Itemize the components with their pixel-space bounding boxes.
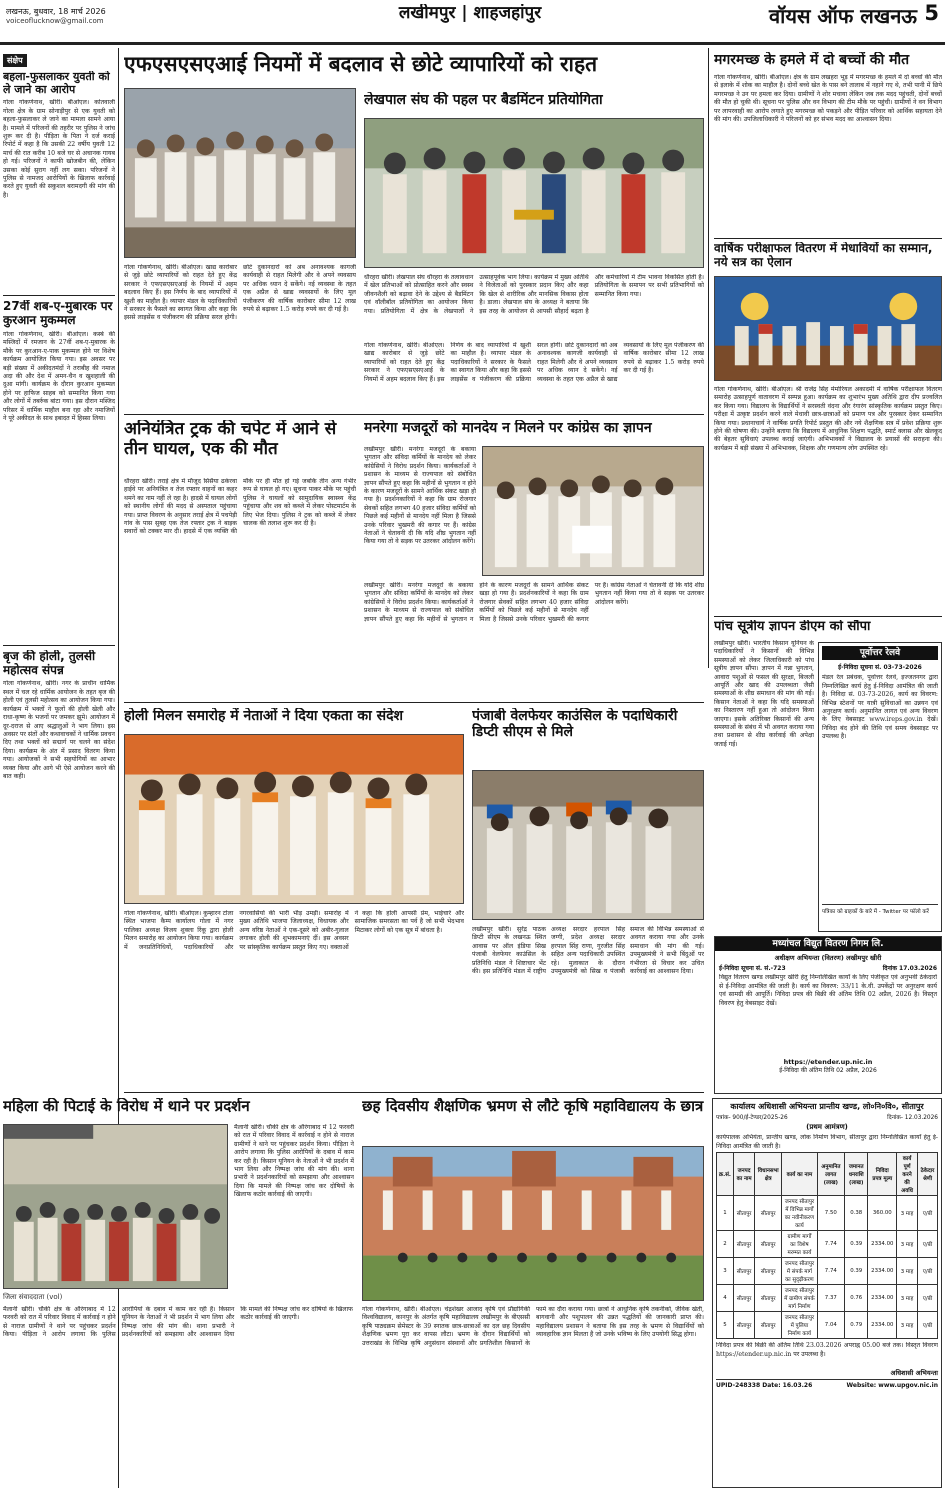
pwd-table-cell: 4 [717, 1285, 734, 1312]
memo-body: लखीमपुर खीरी। भारतीय किसान यूनियन के पदाधिकारियों ने किसानों की विभिन्न समस्याओं को लेकर जिलाधिकारी को पांच सूत्रीय ज्ञापन सौंपा। ज्ञापन में गन्ना भुगतान, आवारा पशुओं से फसल की सुरक्षा, बिजली आपूर्ति और खाद की उपलब्धता जैसी समस्याओं के शीघ्र समाधान की मांग की गई। किसान नेताओं ने कहा कि यदि समस्याओं का निस्तारण नहीं हुआ तो आंदोलन किया जाएगा। इसके अतिरिक्त किसानों की अन्य समस्याओं के संबंध में भी अवगत कराया गया तथा प्रशासन से शीघ्र कार्रवाई की अपेक्षा जताई गई। [714, 640, 814, 748]
pwd-table-column-header: क्र.सं. [717, 1153, 734, 1196]
pwd-table-cell: जनपद सीतापुर में विभिन्न मार्गों का नवीनीकरण कार्य [782, 1196, 817, 1231]
section-title: लखीमपुर | शाहजहांपुर [398, 4, 542, 23]
tender-subtitle: अधीक्षण अभियन्ता (वितरण) लखीमपुर खीरी [774, 954, 882, 963]
column-divider [708, 48, 709, 668]
tender-website[interactable]: https://etender.up.nic.in [783, 1058, 873, 1067]
pwd-footer-note: निविदा प्रपत्र की बिक्री की अंतिम तिथि 23.03.2026 अपराह्न 05.00 बजे तक। विस्तृत विवरण https://etender.up.nic.in पर उपलब्ध है। [716, 1342, 938, 1358]
pwd-table-cell: सीतापुर [733, 1196, 754, 1231]
pwd-intro: कार्यपालक अभियंता, प्रान्तीय खण्ड, लोक निर्माण विभाग, सीतापुर द्वारा निम्नलिखित कार्यों हेतु ई-निविदा आमंत्रित की जाती है। [716, 1134, 938, 1150]
pwd-date: दिनांक- 12.03.2026 [887, 1115, 938, 1122]
pwd-bottom [716, 1379, 938, 1389]
pwd-table-cell: 7.37 [817, 1285, 844, 1312]
crocodile-headline: मगरमच्छ के हमले में दो बच्चों की मौत [714, 52, 910, 68]
divider [714, 616, 942, 617]
railway-ad [818, 642, 942, 932]
crocodile-body: गोला गोकर्णनाथ, खीरी। बीओएल। क्षेत्र के ग्राम लखहरा भूड़ में मगरमच्छ के हमले में दो बच्चों की मौत से इलाके में शोक का माहौल है। दोनों बच्चे खेत के पास बने तालाब में नहाने गए थे, तभी पानी में छिपे मगरमच्छ ने उन पर हमला कर दिया। ग्रामीणों ने शोर मचाया लेकिन जब तक मदद पहुंचती, दोनों बच्चों की मौत हो चुकी थी। सूचना पर पुलिस और वन विभाग की टीम मौके पर पहुंची। ग्रामीणों ने वन विभाग पर लापरवाही का आरोप लगाते हुए मगरमच्छ को पकड़ने और पीड़ित परिवार को आर्थिक सहायता देने की मांग की। उपजिलाधिकारी ने परिजनों को हर संभव मदद का आश्वासन दिया। [714, 74, 942, 124]
pwd-table-cell: 3 माह [897, 1312, 918, 1339]
pwd-table-cell: 1 [717, 1196, 734, 1231]
pwd-table-cell: 3 माह [897, 1231, 918, 1258]
badminton-body: धौरहरा खीरी। लेखपाल संघ धौरहरा के तत्वावधान में खेल प्रतिभाओं को प्रोत्साहित करने और स्वस्थ जीवनशैली को बढ़ावा देने के उद्देश्य से बैडमिंटन एवं वॉलीबॉल प्रतियोगिता का आयोजन किया गया। प्रतियोगिता में क्षेत्र के लेखपालों ने उत्साहपूर्वक भाग लिया। कार्यक्रम में मुख्य अतिथि ने विजेताओं को पुरस्कार प्रदान किए और कहा कि खेल से शारीरिक और मानसिक विकास होता है। डाला। लेखपाल संघ के अध्यक्ष ने बताया कि इस तरह के आयोजन से आपसी सौहार्द बढ़ता है और कर्मचारियों में टीम भावना विकसित होती है। प्रतियोगिता के समापन पर सभी प्रतिभागियों को सम्मानित किया गया। [364, 274, 704, 315]
pwd-table-cell: 3 माह [897, 1285, 918, 1312]
pwd-table [716, 1152, 938, 1339]
story-headline: बृज की होली, तुलसी महोत्सव संपन्न [3, 649, 96, 677]
pwd-table-cell: 2334.00 [868, 1285, 897, 1312]
pwd-table-column-header: ठेकेदार श्रेणी [918, 1153, 938, 1196]
lead-headline: एफएसएसएआई नियमों में बदलाव से छोटे व्यापारियों को राहत [124, 52, 598, 76]
pwd-table-cell: ए/बी [918, 1231, 938, 1258]
holi-photo [124, 734, 464, 904]
holi-body: गोला गोकर्णनाथ, खीरी। बीओएल। कुम्हारन टोला स्थित भाजपा कैम्प कार्यालय गोला में नगर पालिका अध्यक्ष विजय शुक्ला रिंकू द्वारा होली मिलन समारोह का आयोजन किया गया। कार्यक्रम में जनप्रतिनिधियों, पदाधिकारियों और नगरवासियों की भारी भीड़ उमड़ी। समारोह में मुख्य अतिथि भाजपा जिलाध्यक्ष, विधायक और अन्य वरिष्ठ नेताओं ने एक-दूसरे को अबीर-गुलाल लगाकर होली की शुभकामनाएं दीं। इस अवसर पर सांस्कृतिक कार्यक्रम प्रस्तुत किए गए। वक्ताओं ने कहा कि होली आपसी प्रेम, भाईचारे और सामाजिक समरसता का पर्व है जो सभी भेदभाव मिटाकर लोगों को एक सूत्र में बांधता है। [124, 910, 464, 951]
pwd-table-cell: 2 [717, 1231, 734, 1258]
pwd-table-cell: ग्रामीण मार्गों का विशेष मरम्मत कार्य [782, 1231, 817, 1258]
pwd-notice [712, 1098, 942, 1488]
pwd-table-column-header: जमानत धनराशि (लाख) [844, 1153, 868, 1196]
pwd-table-cell: सीतापुर [755, 1196, 782, 1231]
pwd-table-row [717, 1312, 938, 1339]
brief-label: संक्षेप [3, 54, 27, 67]
pwd-table-row [717, 1285, 938, 1312]
mnrega-photo [482, 446, 704, 576]
railway-ad-footer: पत्रिका को ग्राहकों के बारे में - Twitter पर फॉलो करें [822, 904, 938, 915]
woman-headline: महिला की पिटाई के विरोध में थाने पर प्रदर्शन [3, 1098, 250, 1115]
pwd-table-cell: ए/बी [918, 1196, 938, 1231]
pwd-table-cell: सीतापुर [755, 1312, 782, 1339]
pwd-table-cell: 0.79 [844, 1312, 868, 1339]
woman-photo-caption: जिला संवाददाता (vol) [3, 1293, 63, 1301]
pwd-title: कार्यालय अधिशासी अभियन्ता प्रान्तीय खण्ड, लो०नि०वि०, सीतापुर [730, 1102, 924, 1111]
divider [124, 414, 704, 415]
punjabi-headline: पंजाबी वेलफेयर काउंसिल के पदाधिकारी डिप्टी सीएम से मिले [472, 708, 678, 741]
story-body: गोला गोकर्णनाथ, खीरी। बीओएल। कस्बे की मस्जिदों में रमजान के 27वीं शब-ए-मुबारक के मौके पर कुरआन-ए-पाक मुकम्मल होने पर विशेष कार्यक्रम आयोजित किया गया। इस अवसर पर बड़ी संख्या में अकीदतमंदों ने तराबीह की नमाज अदा की और देश में अमन-चैन व खुशहाली की दुआ मांगी। कार्यक्रम के दौरान कुरआन मुकम्मल होने पर हाफिज साहब को सम्मानित किया गया और लोगों में तबर्रुक बांटा गया। इस दौरान मस्जिद परिसर में धार्मिक माहौल बना रहा और नमाजियों ने पूरे अकीदत के साथ इबादत में हिस्सा लिया। [3, 330, 115, 422]
tender-footer: ई-निविदा की अंतिम तिथि 02 अप्रैल, 2026 [779, 1067, 877, 1075]
mnrega-body: लखीमपुर खीरी। मनरेगा मजदूरों के बकाया भुगतान और संविदा कर्मियों के मानदेय को लेकर कांग्रेसियों ने विरोध प्रदर्शन किया। कार्यकर्ताओं ने प्रशासन के माध्यम से राज्यपाल को संबोधित ज्ञापन सौंपते हुए कहा कि महीनों से भुगतान न होने के कारण मजदूरों के सामने आर्थिक संकट खड़ा हो गया है। प्रदर्शनकारियों ने कहा कि ग्राम रोजगार सेवकों सहित लगभग 40 हजार संविदा कर्मियों को पिछले कई महीनों से मानदेय नहीं मिला है जिससे उनके परिवार भुखमरी की कगार पर हैं। कांग्रेस नेताओं ने चेतावनी दी कि यदि शीघ्र भुगतान नहीं किया गया तो वे सड़क पर उतरकर आंदोलन करेंगे। [364, 446, 476, 546]
pwd-table-cell: जनपद सीतापुर में संपर्क मार्ग का सुदृढ़ीकरण [782, 1258, 817, 1285]
pwd-table-column-header: कार्य का नाम [782, 1153, 817, 1196]
woman-body: मैलानी खीरी। चौकी क्षेत्र के औरंगाबाद में 12 फरवरी को रात में परिवार विवाद में कार्रवाई न होने से नाराज ग्रामीणों ने थाने पर पहुंचकर प्रदर्शन किया। पीड़िता ने आरोप लगाया कि पुलिस आरोपियों के दबाव में काम कर रही है। किसान यूनियन के नेताओं ने भी प्रदर्शन में भाग लिया और निष्पक्ष जांच की मांग की। थाना प्रभारी ने प्रदर्शनकारियों को समझाया और आश्वासन दिया कि मामले की निष्पक्ष जांच कर दोषियों के खिलाफ कठोर कार्रवाई की जाएगी। [3, 1306, 353, 1339]
pwd-table-cell: 2334.00 [868, 1258, 897, 1285]
pwd-table-cell: 7.74 [817, 1231, 844, 1258]
tender-notice-no: ई-निविदा सूचना सं. सं.-723 [719, 965, 786, 973]
memo-headline: पांच सूत्रीय ज्ञापन डीएम को सौंपा [714, 620, 871, 634]
story-body: गोला गोकर्णनाथ, खीरी। बीओएल। कोतवाली गोला क्षेत्र के ग्राम सोनाड़ीपुर से एक युवती को बहला-फुसलाकर ले जाने का मामला सामने आया है। मामले में परिजनों की तहरीर पर पुलिस ने जांच शुरू कर दी है। पीड़िता के पिता ने दर्ज कराई रिपोर्ट में कहा है कि उसकी 22 वर्षीय युवती 12 मार्च की रात करीब 10 बजे घर से अचानक गायब हो गई। परिजनों ने काफी खोजबीन की, लेकिन उसका कोई सुराग नहीं लग सका। परिजनों ने पुलिस से नामजद आरोपियों के खिलाफ कार्रवाई करते हुए युवती की सकुशल बरामदगी की मांग की है। [3, 99, 115, 199]
tender-title: मध्यांचल विद्युत वितरण निगम लि. [715, 937, 941, 951]
lead-body: गोला गोकर्णनाथ, खीरी। बीओएल। खाद्य कारोबार से जुड़े छोटे व्यापारियों को राहत देते हुए केंद्र सरकार ने एफएसएसएआई के नियमों में अहम बदलाव किए हैं। इस निर्णय के बाद व्यापारियों में खुशी का माहौल है। व्यापार मंडल के पदाधिकारियों ने सरकार के फैसले का स्वागत किया और कहा कि इससे लाइसेंस व पंजीकरण की प्रक्रिया सरल होगी। छोटे दुकानदारों को अब अनावश्यक कागजी कार्यवाही से राहत मिलेगी और वे अपने व्यवसाय पर अधिक ध्यान दे सकेंगे। नई व्यवस्था के तहत एक अप्रैल से खाद्य व्यवसायों के लिए मूल पंजीकरण की वार्षिक कारोबार सीमा 12 लाख रुपये से बढ़ाकर 1.5 करोड़ रुपये कर दी गई है। [124, 264, 356, 322]
divider [714, 238, 942, 239]
pwd-table-header [717, 1153, 938, 1196]
story-headline: 27वीं शब-ए-मुबारक पर कुरआन मुकम्मल [3, 300, 113, 328]
masthead-email: voiceoflucknow@gmail.com [6, 17, 104, 25]
pwd-meta [716, 1113, 938, 1121]
punjabi-body: लखीमपुर खीरी। सुरेंद्र पाठक डिप्टी सीएम के लखनऊ स्थित आवास पर ऑल इंडिया सिख पंजाबी वेलफेयर काउंसिल के प्रतिनिधि मंडल ने शिष्टाचार भेंट की। इस प्रतिनिधि मंडल में राष्ट्रीय अध्यक्ष सरदार हरपाल सिंह जग्गी, प्रदेश अध्यक्ष सरदार हरपाल सिंह राणा, गुरजीत सिंह सहित अन्य पदाधिकारी उपस्थित रहे। मुलाकात के दौरान उपमुख्यमंत्री को सिख व पंजाबी समाज की विभिन्न समस्याओं से अवगत कराया गया और उनके समाधान की मांग की गई। उपमुख्यमंत्री ने सभी बिंदुओं पर गंभीरता से विचार कर उचित कार्रवाई का आश्वासन दिया। [472, 926, 704, 976]
pwd-table-column-header: विधानसभा क्षेत्र [755, 1153, 782, 1196]
pwd-table-cell: 0.39 [844, 1231, 868, 1258]
pwd-table-cell: 2334.00 [868, 1312, 897, 1339]
brand-logo: वॉयस ऑफ लखनऊ [769, 4, 917, 28]
masthead-divider [0, 42, 945, 45]
pwd-table-cell: 7.04 [817, 1312, 844, 1339]
pwd-table-cell: सीतापुर [733, 1312, 754, 1339]
pwd-table-column-header: जनपद का नाम [733, 1153, 754, 1196]
students-headline: छह दिवसीय शैक्षणिक भ्रमण से लौटे कृषि महाविद्यालय के छात्र [362, 1098, 704, 1115]
pwd-table-cell: ए/बी [918, 1258, 938, 1285]
pwd-table-cell: सीतापुर [733, 1285, 754, 1312]
page-number: 5 [924, 1, 939, 25]
pwd-table-cell: सीतापुर [755, 1258, 782, 1285]
divider [3, 645, 115, 646]
woman-photo [3, 1124, 228, 1289]
pwd-table-cell: 0.76 [844, 1285, 868, 1312]
pwd-table-cell: 0.39 [844, 1258, 868, 1285]
pwd-table-cell: 360.00 [868, 1196, 897, 1231]
railway-ad-title: पूर्वोत्तर रेलवे [822, 646, 938, 660]
masthead-date [6, 6, 306, 25]
holi-headline: होली मिलन समारोह में नेताओं ने दिया एकता का संदेश [124, 708, 404, 724]
mnrega-headline: मनरेगा मजदूरों को मानदेय न मिलने पर कांग्रेस का ज्ञापन [364, 420, 652, 436]
pwd-table-cell: 7.74 [817, 1258, 844, 1285]
exam-headline: वार्षिक परीक्षाफल वितरण में मेधावियों का सम्मान, नये सत्र का ऐलान [714, 242, 933, 269]
pwd-table-cell: ए/बी [918, 1285, 938, 1312]
lead-continued-body: गोला गोकर्णनाथ, खीरी। बीओएल। खाद्य कारोबार से जुड़े छोटे व्यापारियों को राहत देते हुए केंद्र सरकार ने एफएसएसएआई के नियमों में अहम बदलाव किए हैं। इस निर्णय के बाद व्यापारियों में खुशी का माहौल है। व्यापार मंडल के पदाधिकारियों ने सरकार के फैसले का स्वागत किया और कहा कि इससे लाइसेंस व पंजीकरण की प्रक्रिया सरल होगी। छोटे दुकानदारों को अब अनावश्यक कागजी कार्यवाही से राहत मिलेगी और वे अपने व्यवसाय पर अधिक ध्यान दे सकेंगे। नई व्यवस्था के तहत एक अप्रैल से खाद्य व्यवसायों के लिए मूल पंजीकरण की वार्षिक कारोबार सीमा 12 लाख रुपये से बढ़ाकर 1.5 करोड़ रुपये कर दी गई है। [364, 342, 704, 383]
railway-ad-body: मंडल रेल प्रबंधक, पूर्वोत्तर रेलवे, इज्जतनगर द्वारा निम्नलिखित कार्य हेतु ई-निविदा आमंत्रित की जाती है। निविदा सं. 03-73-2026, कार्य का विवरण: विभिन्न स्टेशनों पर यात्री सुविधाओं का उन्नयन एवं अनुरक्षण कार्य। अनुमानित लागत एवं अन्य विवरण के लिए वेबसाइट www.ireps.gov.in देखें। निविदा बंद होने की तिथि एवं समय वेबसाइट पर उपलब्ध है। [822, 674, 938, 741]
pwd-table-cell: सीतापुर [755, 1285, 782, 1312]
pwd-table-cell: 7.50 [817, 1196, 844, 1231]
pwd-upid: UPID-248338 Date: 16.03.26 [716, 1382, 813, 1390]
woman-side-body: मैलानी खीरी। चौकी क्षेत्र के औरंगाबाद में 12 फरवरी को रात में परिवार विवाद में कार्रवाई न होने से नाराज ग्रामीणों ने थाने पर पहुंचकर प्रदर्शन किया। पीड़िता ने आरोप लगाया कि पुलिस आरोपियों के दबाव में काम कर रही है। किसान यूनियन के नेताओं ने भी प्रदर्शन में भाग लिया और निष्पक्ष जांच की मांग की। थाना प्रभारी ने प्रदर्शनकारियों को समझाया और आश्वासन दिया कि मामले की निष्पक्ष जांच कर दोषियों के खिलाफ कठोर कार्रवाई की जाएगी। [234, 1124, 354, 1199]
pwd-table-cell: 3 माह [897, 1258, 918, 1285]
divider [3, 295, 115, 296]
pwd-table-cell: ए/बी [918, 1312, 938, 1339]
pwd-table-cell: 3 [717, 1258, 734, 1285]
lead-photo [124, 88, 356, 258]
story-body: गोला गोकर्णनाथ, खीरी। नगर के प्राचीन धार्मिक स्थल में चल रहे धार्मिक आयोजन के तहत बृज की होली एवं तुलसी महोत्सव का आयोजन किया गया। कार्यक्रम में भक्तों ने फूलों की होली खेली और राधा-कृष्ण के भजनों पर जमकर झूमे। आयोजन में दूर-दराज से आए श्रद्धालुओं ने भाग लिया। इस अवसर पर संतों और कथावाचकों ने धार्मिक प्रवचन दिए तथा भक्तों को सद्मार्ग पर चलने का संदेश दिया। कार्यक्रम के अंत में प्रसाद वितरण किया गया। आयोजकों ने सभी सहयोगियों का आभार व्यक्त किया और आगे भी ऐसे आयोजन करने की बात कही। [3, 680, 115, 780]
punjabi-photo [472, 770, 704, 920]
tender-meta [715, 962, 941, 974]
truck-headline: अनियंत्रित ट्रक की चपेट में आने से तीन घायल, एक की मौत [124, 420, 337, 459]
pwd-table-cell: 0.38 [844, 1196, 868, 1231]
pwd-table-row [717, 1258, 938, 1285]
truck-body: धौरहरा खीरी। तराई क्षेत्र में मौजूद सिसैया ढकेरवा हाईवे पर अनियंत्रित व तेज रफ्तार वाहनों का कहर थमने का नाम नहीं ले रहा है। हादसे में घायल लोगों को स्थानीय लोगों की मदद से अस्पताल पहुंचाया गया। प्राप्त विवरण के अनुसार तराई क्षेत्र में पचपेड़ी गांव के पास सुबह एक तेज रफ्तार ट्रक ने बाइक सवारों को टक्कर मार दी। हादसे में एक व्यक्ति की मौके पर ही मौत हो गई जबकि तीन अन्य गंभीर रूप से घायल हो गए। सूचना पाकर मौके पर पहुंची पुलिस ने घायलों को सामुदायिक स्वास्थ्य केंद्र पहुंचाया और शव को कब्जे में लेकर पोस्टमार्टम के लिए भेज दिया। पुलिस ने ट्रक को कब्जे में लेकर चालक की तलाश शुरू कर दी है। [124, 478, 356, 536]
pwd-table-cell: 5 [717, 1312, 734, 1339]
pwd-table-cell: सीतापुर [755, 1231, 782, 1258]
masthead-date-text: लखनऊ, बुधवार, 18 मार्च 2026 [6, 7, 106, 16]
badminton-photo [364, 118, 704, 268]
students-photo [362, 1146, 704, 1301]
students-body: गोला गोकर्णनाथ, खीरी। बीओएल। चंद्रशेखर आजाद कृषि एवं प्रौद्योगिकी विश्वविद्यालय, कानपुर के अंतर्गत कृषि महाविद्यालय लखीमपुर के बीएससी कृषि पाठ्यक्रम सेमेस्टर के 39 स्नातक छात्र-छात्राओं का दल छह दिवसीय शैक्षणिक भ्रमण पूरा कर वापस लौटा। भ्रमण के दौरान विद्यार्थियों को उत्तराखंड के विभिन्न कृषि अनुसंधान संस्थानों और प्रगतिशील किसानों के फार्म का दौरा कराया गया। छात्रों ने आधुनिक कृषि तकनीकों, जैविक खेती, बागवानी और पशुपालन की उन्नत पद्धतियों की जानकारी प्राप्त की। महाविद्यालय प्रशासन ने बताया कि इस तरह के भ्रमण से विद्यार्थियों को व्यावहारिक ज्ञान मिलता है जो उनके भविष्य के लिए उपयोगी सिद्ध होगा। [362, 1306, 704, 1347]
badminton-headline: लेखपाल संघ की पहल पर बैडमिंटन प्रतियोगिता [364, 92, 603, 108]
pwd-table-cell: सीतापुर [733, 1231, 754, 1258]
mnrega-continued-body: लखीमपुर खीरी। मनरेगा मजदूरों के बकाया भुगतान और संविदा कर्मियों के मानदेय को लेकर कांग्रेसियों ने विरोध प्रदर्शन किया। कार्यकर्ताओं ने प्रशासन के माध्यम से राज्यपाल को संबोधित ज्ञापन सौंपते हुए कहा कि महीनों से भुगतान न होने के कारण मजदूरों के सामने आर्थिक संकट खड़ा हो गया है। प्रदर्शनकारियों ने कहा कि ग्राम रोजगार सेवकों सहित लगभग 40 हजार संविदा कर्मियों को पिछले कई महीनों से मानदेय नहीं मिला है जिससे उनके परिवार भुखमरी की कगार पर हैं। कांग्रेस नेताओं ने चेतावनी दी कि यदि शीघ्र भुगतान नहीं किया गया तो वे सड़क पर उतरकर आंदोलन करेंगे। [364, 582, 704, 623]
tender-date: दिनांक 17.03.2026 [882, 965, 937, 973]
pwd-table-row [717, 1196, 938, 1231]
pwd-website[interactable]: Website: www.upgov.nic.in [846, 1382, 938, 1390]
pwd-table-cell: जनपद सीतापुर में ग्रामीण संपर्क मार्ग निर्माण [782, 1285, 817, 1312]
pwd-table-column-header: अनुमानित लागत (लाख) [817, 1153, 844, 1196]
pwd-table-cell: जनपद सीतापुर में पुलिया निर्माण कार्य [782, 1312, 817, 1339]
pwd-ref: पत्रांक- 900/ई-टेण्डर/2025-26 [716, 1115, 788, 1122]
pwd-table-column-header: कार्य पूर्ण करने की अवधि [897, 1153, 918, 1196]
divider [124, 702, 704, 703]
pwd-signatory: अधिशासी अभियन्ता [890, 1369, 938, 1378]
electricity-tender [714, 936, 942, 1094]
exam-photo [714, 276, 942, 381]
railway-ad-subtitle: ई-निविदा सूचना सं. 03-73-2026 [838, 664, 922, 672]
pwd-table-column-header: निविदा प्रपत्र मूल्य [868, 1153, 897, 1196]
divider [124, 1092, 704, 1093]
pwd-table-cell: सीतापुर [733, 1258, 754, 1285]
pwd-table-cell: 3 माह [897, 1196, 918, 1231]
pwd-subtitle: (प्रथम आमंत्रण) [806, 1123, 848, 1132]
tender-body: विद्युत वितरण खण्ड लखीमपुर खीरी हेतु निम्नलिखित कार्यों के लिए पंजीकृत एवं अनुभवी ठेकेदारों से ई-निविदा आमंत्रित की जाती है। कार्य का विवरण: 33/11 के.वी. उपकेंद्रों पर अनुरक्षण कार्य एवं सामग्री की आपूर्ति। निविदा प्रपत्र की बिक्री की अंतिम तिथि 02 अप्रैल, 2026 है। विस्तृत विवरण हेतु वेबसाइट देखें। [719, 974, 937, 1007]
story-headline: बहला-फुसलाकर युवती को ले जाने का आरोप [3, 71, 110, 96]
pwd-table-cell: 2334.00 [868, 1231, 897, 1258]
pwd-table-row [717, 1231, 938, 1258]
exam-body: गोला गोकर्णनाथ, खीरी। बीओएल। श्री राजेंद्र सिंह मेमोरियल अकादमी में वार्षिक परीक्षाफल वितरण समारोह उत्साहपूर्ण वातावरण में सम्पन्न हुआ। कार्यक्रम का शुभारंभ मुख्य अतिथि द्वारा दीप प्रज्वलित कर किया गया। विद्यालय के विद्यार्थियों ने सरस्वती वंदना और रंगारंग सांस्कृतिक कार्यक्रम प्रस्तुत किए। परीक्षा में उत्कृष्ट प्रदर्शन करने वाले मेधावी छात्र-छात्राओं को प्रमाण पत्र और पुरस्कार देकर सम्मानित किया गया। प्रधानाचार्य ने वार्षिक प्रगति रिपोर्ट प्रस्तुत की और नये शैक्षणिक सत्र में प्रवेश प्रक्रिया शुरू होने की घोषणा की। उन्होंने बताया कि विद्यालय में आधुनिक शिक्षण पद्धति, स्मार्ट क्लास और खेलकूद की बेहतर सुविधाएं उपलब्ध कराई जाएंगी। अभिभावकों ने विद्यालय के प्रयासों की सराहना की। कार्यक्रम में बड़ी संख्या में अभिभावक, शिक्षक और गणमान्य लोग उपस्थित रहे। [714, 386, 942, 452]
